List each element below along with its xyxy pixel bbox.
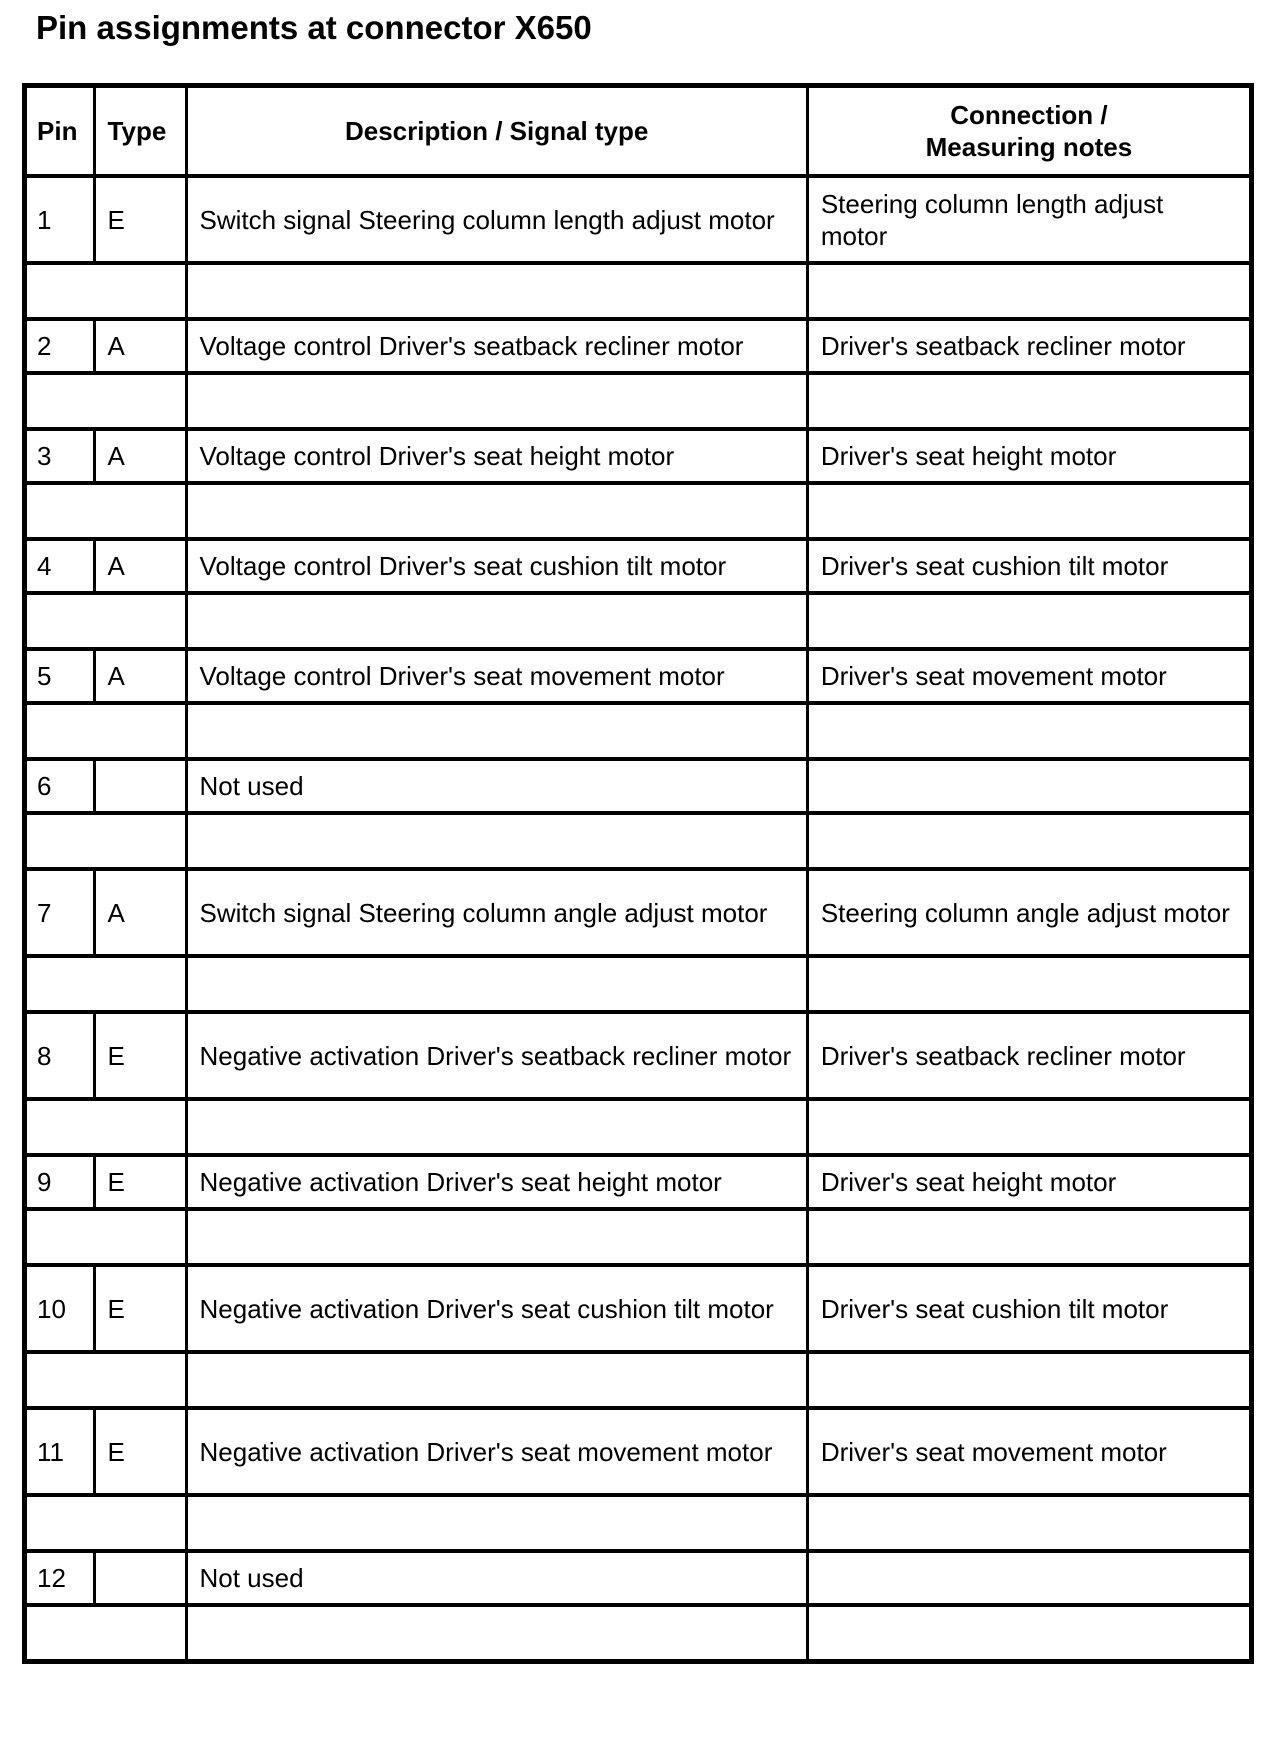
type-cell: A (94, 649, 186, 703)
description-cell: Negative activation Driver's seat movement motor (186, 1408, 807, 1495)
pin-cell: 3 (25, 429, 95, 483)
table-row (25, 319, 1252, 373)
pin-cell: 9 (25, 1155, 95, 1209)
connection-cell: Driver's seat movement motor (807, 649, 1251, 703)
pin-cell: 4 (25, 539, 95, 593)
spacer-row (25, 483, 1252, 539)
type-cell: E (94, 1012, 186, 1099)
connection-cell (807, 759, 1251, 813)
spacer-row (25, 813, 1252, 869)
spacer-row (25, 263, 1252, 319)
table-row (25, 176, 1252, 263)
connection-cell: Driver's seat cushion tilt motor (807, 539, 1251, 593)
table-header-row (25, 86, 1252, 177)
table-row (25, 1551, 1252, 1605)
pin-cell: 8 (25, 1012, 95, 1099)
description-cell: Negative activation Driver's seatback recliner motor (186, 1012, 807, 1099)
column-header-description: Description / Signal type (186, 86, 807, 177)
description-cell: Voltage control Driver's seat cushion tilt motor (186, 539, 807, 593)
type-cell: E (94, 1155, 186, 1209)
spacer-row (25, 593, 1252, 649)
pin-cell: 2 (25, 319, 95, 373)
pin-cell: 12 (25, 1551, 95, 1605)
type-cell (94, 1551, 186, 1605)
type-cell: A (94, 429, 186, 483)
pin-cell: 1 (25, 176, 95, 263)
connection-cell (807, 1551, 1251, 1605)
table-row (25, 869, 1252, 956)
description-cell: Switch signal Steering column angle adjust motor (186, 869, 807, 956)
type-cell (94, 759, 186, 813)
description-cell: Negative activation Driver's seat height motor (186, 1155, 807, 1209)
connection-cell: Driver's seatback recliner motor (807, 1012, 1251, 1099)
pin-cell: 7 (25, 869, 95, 956)
connection-cell: Steering column length adjust motor (807, 176, 1251, 263)
description-cell: Not used (186, 1551, 807, 1605)
description-cell: Negative activation Driver's seat cushion tilt motor (186, 1265, 807, 1352)
pin-cell: 5 (25, 649, 95, 703)
page-title: Pin assignments at connector X650 (36, 9, 592, 46)
table-row (25, 429, 1252, 483)
type-cell: A (94, 319, 186, 373)
spacer-row (25, 956, 1252, 1012)
description-cell: Voltage control Driver's seatback recliner motor (186, 319, 807, 373)
column-header-pin: Pin (25, 86, 95, 177)
connection-cell: Driver's seat height motor (807, 1155, 1251, 1209)
spacer-row (25, 703, 1252, 759)
type-cell: E (94, 176, 186, 263)
table-row (25, 759, 1252, 813)
table-row (25, 1265, 1252, 1352)
spacer-row (25, 373, 1252, 429)
table-row (25, 649, 1252, 703)
column-header-type: Type (94, 86, 186, 177)
spacer-row (25, 1605, 1252, 1662)
column-header-connection-line2: Measuring notes (925, 132, 1133, 162)
pin-cell: 6 (25, 759, 95, 813)
spacer-row (25, 1495, 1252, 1551)
connection-cell: Driver's seatback recliner motor (807, 319, 1251, 373)
description-cell: Not used (186, 759, 807, 813)
table-row (25, 1155, 1252, 1209)
pin-cell: 10 (25, 1265, 95, 1352)
description-cell: Voltage control Driver's seat height motor (186, 429, 807, 483)
pin-cell: 11 (25, 1408, 95, 1495)
type-cell: E (94, 1408, 186, 1495)
table-row (25, 1012, 1252, 1099)
spacer-row (25, 1099, 1252, 1155)
pin-assignment-table (22, 83, 1254, 1664)
connection-cell: Driver's seat movement motor (807, 1408, 1251, 1495)
connection-cell: Driver's seat cushion tilt motor (807, 1265, 1251, 1352)
type-cell: A (94, 539, 186, 593)
connection-cell: Driver's seat height motor (807, 429, 1251, 483)
spacer-row (25, 1209, 1252, 1265)
description-cell: Switch signal Steering column length adjust motor (186, 176, 807, 263)
description-cell: Voltage control Driver's seat movement motor (186, 649, 807, 703)
table-row (25, 539, 1252, 593)
column-header-connection (807, 86, 1251, 177)
spacer-row (25, 1352, 1252, 1408)
type-cell: A (94, 869, 186, 956)
column-header-connection-line1: Connection / (950, 100, 1108, 130)
table-row (25, 1408, 1252, 1495)
connection-cell: Steering column angle adjust motor (807, 869, 1251, 956)
type-cell: E (94, 1265, 186, 1352)
